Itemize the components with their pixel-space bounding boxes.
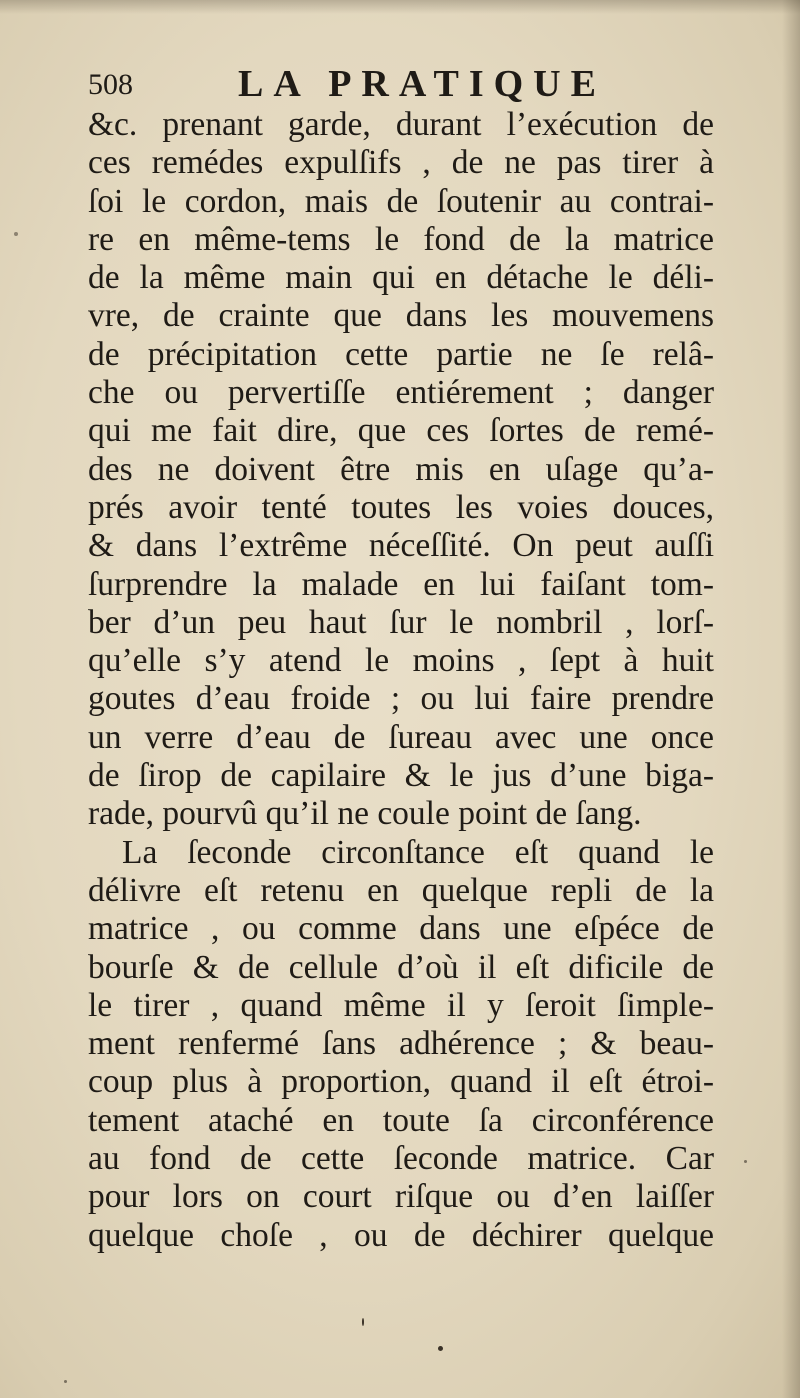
text-line: qu’elle s’y atend le moins , ſept à huit — [88, 642, 714, 680]
text-line: de précipitation cette partie ne ſe relâ- — [88, 335, 714, 373]
text-line: ment renfermé ſans adhérence ; & beau- — [88, 1025, 714, 1063]
text-line: ces remédes expulſifs , de ne pas tirer à — [88, 144, 714, 182]
text-line: délivre eſt retenu en quelque repli de la — [88, 871, 714, 909]
text-line: de la même main qui en détache le déli- — [88, 259, 714, 297]
text-line: ber d’un peu haut ſur le nombril , lorſ- — [88, 603, 714, 641]
body-text — [88, 106, 714, 1255]
running-title: LA PRATIQUE — [238, 63, 606, 105]
text-line: de ſirop de capilaire & le jus d’une biga- — [88, 757, 714, 795]
paper-speck — [14, 232, 18, 236]
text-line: & dans l’extrême néceſſité. On peut auſſi — [88, 527, 714, 565]
text-line: ſurprendre la malade en lui faiſant tom- — [88, 565, 714, 603]
text-line: quelque choſe , ou de déchirer quelque — [88, 1216, 714, 1254]
text-line: rade, pourvû qu’il ne coule point de ſang. — [88, 795, 642, 833]
text-line: prés avoir tenté toutes les voies douces, — [88, 488, 714, 526]
text-line: le tirer , quand même il y ſeroit ſimple- — [88, 986, 714, 1024]
text-line: coup plus à proportion, quand il eſt étroi- — [88, 1063, 714, 1101]
page-top-shadow — [0, 0, 800, 14]
paper-speck — [362, 1318, 364, 1326]
text-line: ſoi le cordon, mais de ſoutenir au contrai- — [88, 182, 714, 220]
text-line: pour lors on court riſque ou d’en laiſſer — [88, 1178, 714, 1216]
text-line: des ne doivent être mis en uſage qu’a- — [88, 450, 714, 488]
text-line: un verre d’eau de ſureau avec une once — [88, 718, 714, 756]
page-right-shadow — [782, 0, 800, 1398]
text-line: re en même-tems le fond de la matrice — [88, 220, 714, 258]
text-line: bourſe & de cellule d’où il eſt dificile de — [88, 948, 714, 986]
text-line: che ou pervertiſſe entiérement ; danger — [88, 374, 714, 412]
text-line: La ſeconde circonſtance eſt quand le — [122, 833, 714, 871]
page-header — [88, 62, 728, 110]
text-line: &c. prenant garde, durant l’exécution de — [88, 106, 714, 143]
text-line: tement ataché en toute ſa circonférence — [88, 1101, 714, 1139]
paper-speck — [438, 1346, 443, 1351]
text-line: qui me fait dire, que ces ſortes de remé- — [88, 412, 714, 450]
page-number: 508 — [88, 68, 133, 101]
paper-speck — [744, 1160, 747, 1163]
text-line: matrice , ou comme dans une eſpéce de — [88, 910, 714, 948]
text-line: goutes d’eau froide ; ou lui faire prendre — [88, 680, 714, 718]
text-line: vre, de crainte que dans les mouvemens — [88, 297, 714, 335]
paper-speck — [64, 1380, 67, 1383]
text-line: au fond de cette ſeconde matrice. Car — [88, 1140, 714, 1178]
